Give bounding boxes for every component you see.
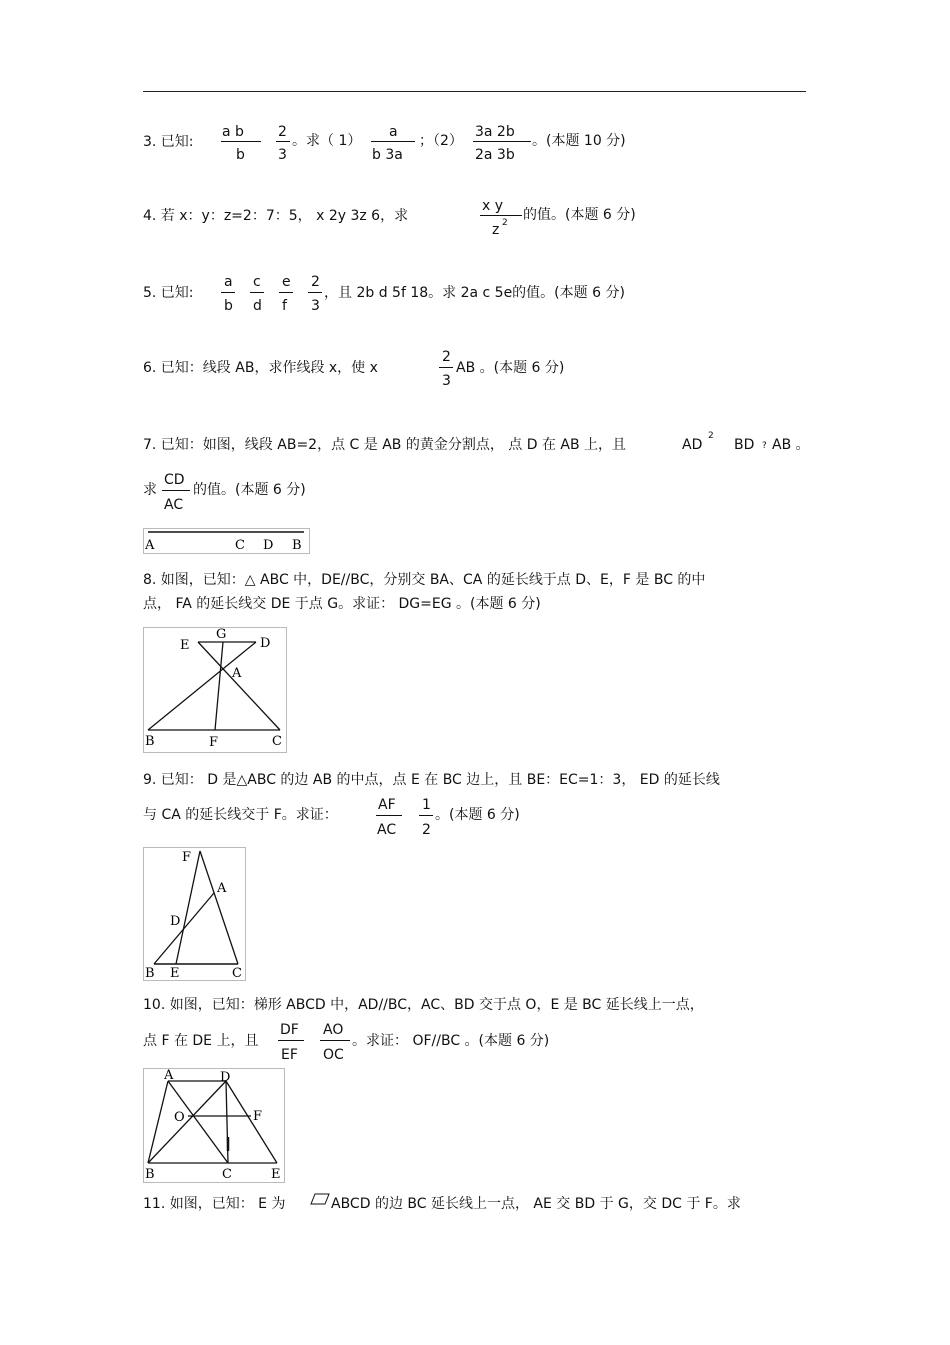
q7-ad-sup: 2 <box>708 431 714 441</box>
q7-line1: 7. 已知：如图，线段 AB=2，点 C 是 AB 的黄金分割点， 点 D 在 AB 上，且 <box>143 437 627 453</box>
q3-frac2-num: 2 <box>278 124 287 140</box>
q7-ab: AB 。 <box>772 437 810 453</box>
q10-frac2-num: AO <box>323 1022 344 1038</box>
point-label-b: B <box>145 1167 155 1182</box>
q7-ad: AD <box>682 437 703 453</box>
q9-frac2-num: 1 <box>422 797 431 813</box>
point-label-d: D <box>220 1070 231 1085</box>
q5-frac-c-bar <box>250 292 264 293</box>
q5-frac-a-num: a <box>224 274 233 290</box>
point-label-c: C <box>232 966 242 980</box>
q3-label: 3. 已知: <box>143 134 194 150</box>
point-label-b: B <box>292 538 302 553</box>
q5-frac-a-den: b <box>224 298 233 314</box>
point-label-d: D <box>263 538 274 553</box>
point-label-c: C <box>222 1167 232 1182</box>
q7-frac-bar <box>162 490 190 491</box>
q3-frac2-den: 3 <box>278 147 287 163</box>
q9-frac1-num: AF <box>378 797 396 813</box>
q3-tail: 。(本题 10 分) <box>532 133 626 149</box>
q10-frac1-bar <box>278 1040 304 1041</box>
q9-line1: 9. 已知： D 是△ABC 的边 AB 的中点，点 E 在 BC 边上，且 BE：EC=1：3， ED 的延长线 <box>143 772 720 788</box>
q6-frac-den: 3 <box>442 373 451 389</box>
q5-frac-c-num: c <box>253 274 261 290</box>
q3-frac1-den: b <box>236 147 245 163</box>
q7-figure <box>143 528 310 554</box>
q8-line2: 点， FA 的延长线交 DE 于点 G。求证： DG=EG 。(本题 6 分) <box>143 596 541 612</box>
q4-tail: 的值。(本题 6 分) <box>523 207 636 223</box>
point-label-c: C <box>272 734 282 749</box>
point-label-f: F <box>253 1109 263 1124</box>
q8-line1: 8. 如图，已知：△ ABC 中，DE//BC，分别交 BA、CA 的延长线于点 D、E，F 是 BC 的中 <box>143 572 706 588</box>
point-label-g: G <box>216 628 227 642</box>
point-label-a: A <box>145 538 155 553</box>
q9-figure <box>143 847 246 981</box>
point-label-e: E <box>170 966 180 980</box>
point-label-a: A <box>232 666 242 681</box>
point-label-b: B <box>145 734 155 749</box>
q7-tail: 的值。(本题 6 分) <box>193 482 306 498</box>
q5-frac-v-bar <box>308 292 322 293</box>
q7-frac-num: CD <box>164 472 185 488</box>
q6-frac-bar <box>439 367 453 368</box>
q10-line2: 点 F 在 DE 上，且 <box>143 1033 259 1049</box>
q10-figure-svg <box>144 1069 284 1182</box>
line-fg <box>215 642 223 730</box>
q11-post: ABCD 的边 BC 延长线上一点， AE 交 BD 于 G，交 DC 于 F。求 <box>331 1196 741 1212</box>
q10-tail: 。求证： OF//BC 。(本题 6 分) <box>352 1033 550 1049</box>
q8-figure <box>143 627 287 753</box>
q3-frac4-den: 2a 3b <box>475 147 515 163</box>
q5-label: 5. 已知: <box>143 285 194 301</box>
q3-frac3-num: a <box>389 124 398 140</box>
q10-frac1-den: EF <box>281 1047 298 1063</box>
q5-frac-e-bar <box>279 292 293 293</box>
q9-frac2-bar <box>419 815 433 816</box>
q8-figure-svg <box>144 628 286 752</box>
line-cf <box>200 851 238 964</box>
q5-frac-e-num: e <box>282 274 291 290</box>
q6-text: 6. 已知：线段 AB，求作线段 x，使 x <box>143 360 378 376</box>
point-label-f: F <box>209 735 219 750</box>
q11-pre: 11. 如图，已知： E 为 <box>143 1196 286 1212</box>
q9-line2: 与 CA 的延长线交于 F。求证： <box>143 807 338 823</box>
q3-frac3-bar <box>371 141 415 142</box>
q10-line1: 10. 如图，已知：梯形 ABCD 中，AD//BC，AC、BD 交于点 O，E 是 BC 延长线上一点， <box>143 997 704 1013</box>
point-label-a: A <box>164 1069 174 1083</box>
q5-tail: ，且 2b d 5f 18。求 2a c 5e的值。(本题 6 分) <box>324 285 625 301</box>
q5-frac-e-den: f <box>282 298 287 314</box>
q9-frac2-den: 2 <box>422 822 431 838</box>
point-label-c: C <box>235 538 245 553</box>
q9-tail: 。(本题 6 分) <box>435 807 520 823</box>
q3-frac4-bar <box>473 141 531 142</box>
q5-frac-a-bar <box>221 292 235 293</box>
point-label-d: D <box>170 914 181 929</box>
q9-figure-svg <box>144 848 245 980</box>
q3-mid: ；（2） <box>419 133 463 149</box>
q4-text: 4. 若 x：y：z=2：7：5， x 2y 3z 6，求 <box>143 208 409 224</box>
point-label-o: O <box>174 1110 185 1125</box>
point-label-f: F <box>182 850 192 865</box>
q3-frac3-den: b 3a <box>372 147 403 163</box>
segment-ab <box>148 1081 168 1163</box>
q3-frac2-bar <box>276 141 290 142</box>
q10-frac2-den: OC <box>323 1047 344 1063</box>
q10-figure <box>143 1068 285 1183</box>
q10-frac1-num: DF <box>280 1022 299 1038</box>
q5-frac-v-den: 3 <box>311 298 320 314</box>
q6-frac-num: 2 <box>442 349 451 365</box>
point-label-e: E <box>271 1167 281 1182</box>
header-rule <box>143 91 806 92</box>
q4-frac-den: z <box>492 222 500 238</box>
q6-tail: AB 。(本题 6 分) <box>456 360 565 376</box>
parallelogram-icon <box>310 1193 330 1205</box>
q7-dot: ? <box>762 441 767 451</box>
q9-frac1-den: AC <box>377 822 397 838</box>
point-label-d: D <box>260 636 271 651</box>
q9-frac1-bar <box>376 815 402 816</box>
q3-ask: 。求（ 1） <box>292 133 362 149</box>
q7-figure-svg <box>144 529 309 553</box>
diagonal-bd <box>148 1081 226 1163</box>
q4-frac-bar <box>480 215 522 216</box>
q3-frac4-num: 3a 2b <box>475 124 515 140</box>
q10-frac2-bar <box>320 1040 350 1041</box>
q5-frac-c-den: d <box>253 298 262 314</box>
line-ef <box>176 851 200 964</box>
q7-frac-den: AC <box>164 497 184 513</box>
q4-frac-den-sup: 2 <box>502 218 508 228</box>
q4-frac-num: x y <box>482 198 504 214</box>
point-label-e: E <box>180 638 190 653</box>
segment-de <box>226 1081 277 1163</box>
q5-frac-v-num: 2 <box>311 274 320 290</box>
q3-frac1-bar <box>221 141 261 142</box>
q3-frac1-num: a b <box>222 124 244 140</box>
q7-bd: BD <box>734 437 755 453</box>
q7-ask: 求 <box>143 482 157 498</box>
point-label-b: B <box>145 966 155 980</box>
point-label-a: A <box>217 881 227 896</box>
